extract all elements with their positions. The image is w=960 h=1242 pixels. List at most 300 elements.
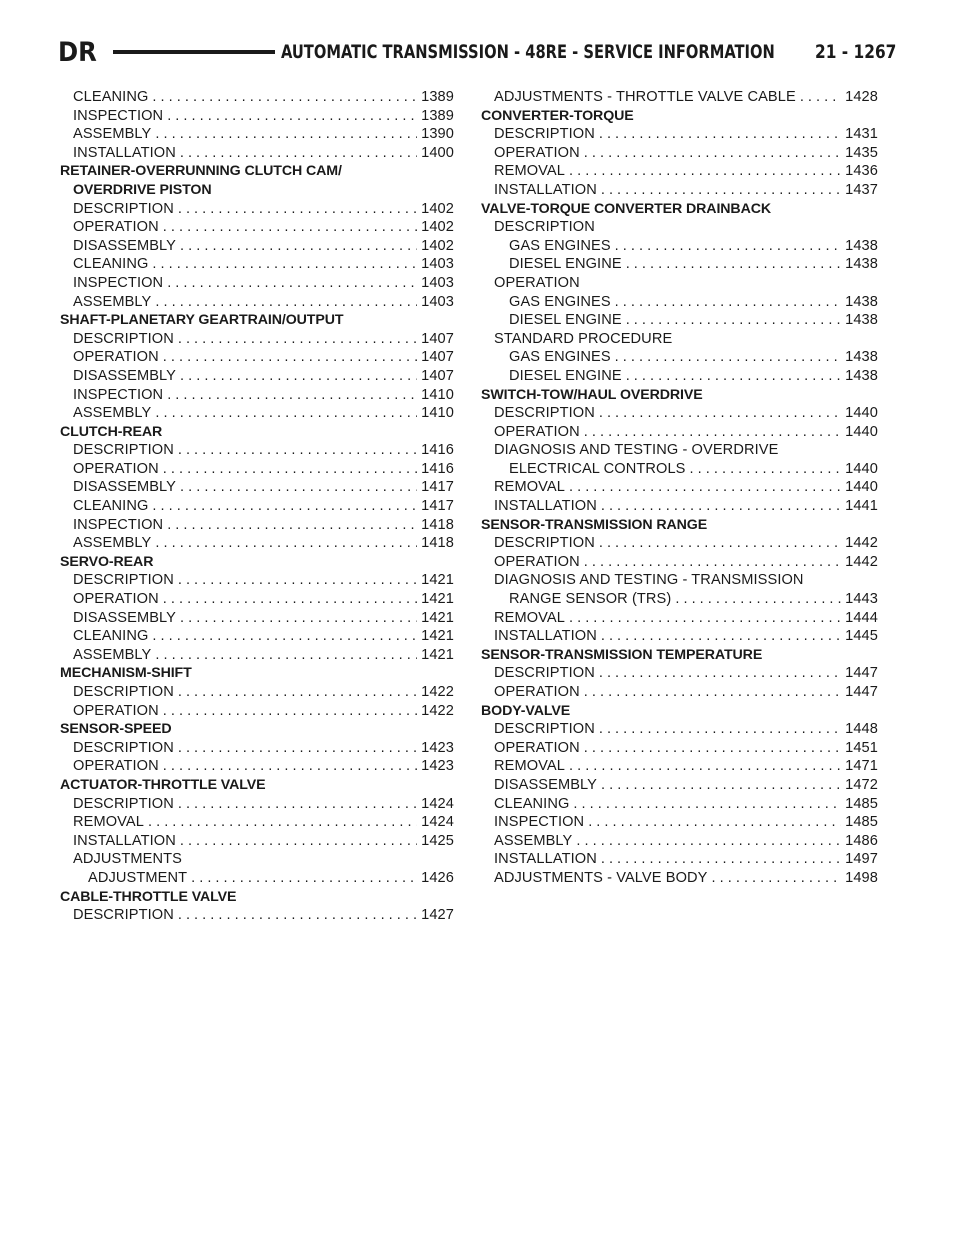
toc-entry xyxy=(481,404,878,423)
toc-entry xyxy=(60,646,454,665)
toc-entry-title: DIESEL ENGINE xyxy=(509,256,622,273)
toc-page-number: 1390 xyxy=(421,126,454,143)
toc-entry xyxy=(60,534,454,553)
toc-entry-title: OPERATION xyxy=(494,553,580,570)
toc-entry-title: CLUTCH-REAR xyxy=(60,423,163,440)
toc-leader-dots xyxy=(167,274,417,293)
toc-leader-dots xyxy=(163,348,417,367)
toc-entry-title: STANDARD PROCEDURE xyxy=(494,330,673,347)
toc-leader-dots xyxy=(599,664,841,683)
toc-entry-title: INSPECTION xyxy=(73,386,164,403)
toc-leader-dots xyxy=(191,869,417,888)
toc-leader-dots xyxy=(155,125,417,144)
toc-leader-dots xyxy=(180,144,417,163)
toc-page-number: 1403 xyxy=(421,274,454,291)
toc-page-number: 1447 xyxy=(845,665,878,682)
toc-leader-dots xyxy=(178,571,417,590)
toc-leader-dots xyxy=(599,404,841,423)
toc-leader-dots xyxy=(152,88,417,107)
toc-entry xyxy=(60,516,454,535)
toc-entry-title: INSTALLATION xyxy=(494,181,597,198)
toc-entry xyxy=(481,553,878,572)
toc-entry xyxy=(60,460,454,479)
toc-entry xyxy=(481,776,878,795)
toc-entry xyxy=(60,832,454,851)
toc-entry xyxy=(60,144,454,163)
toc-entry xyxy=(481,274,878,293)
toc-entry xyxy=(60,739,454,758)
toc-page-number: 1472 xyxy=(845,776,878,793)
toc-entry xyxy=(60,497,454,516)
toc-leader-dots xyxy=(800,88,841,107)
toc-entry xyxy=(481,813,878,832)
toc-entry xyxy=(60,702,454,721)
toc-entry-title: ELECTRICAL CONTROLS xyxy=(509,460,686,477)
toc-entry-title: INSTALLATION xyxy=(73,144,176,161)
toc-page-number: 1447 xyxy=(845,684,878,700)
toc-leader-dots xyxy=(601,181,841,200)
toc-entry xyxy=(60,609,454,628)
toc-page-number: 1436 xyxy=(845,163,878,180)
toc-entry-title: ADJUSTMENT xyxy=(88,869,188,886)
toc-entry-title: DIAGNOSIS AND TESTING - TRANSMISSION xyxy=(494,572,804,589)
toc-entry-title: OPERATION xyxy=(73,219,159,236)
toc-entry-title: OPERATION xyxy=(494,144,580,161)
toc-page-number: 1438 xyxy=(845,349,878,366)
toc-page-number: 1440 xyxy=(845,405,878,422)
toc-page-number: 1421 xyxy=(421,646,454,663)
toc-page-number: 1438 xyxy=(845,293,878,310)
toc-entry-title: DESCRIPTION xyxy=(494,721,595,738)
toc-leader-dots xyxy=(148,813,417,832)
toc-entry xyxy=(481,739,878,758)
toc-entry-title: INSTALLATION xyxy=(494,851,597,868)
toc-page-number: 1400 xyxy=(421,144,454,161)
toc-page-number: 1403 xyxy=(421,293,454,310)
toc-entry-title: CLEANING xyxy=(494,795,570,812)
toc-heading xyxy=(60,311,454,330)
toc-entry xyxy=(481,627,878,646)
toc-page-number: 1427 xyxy=(421,907,454,924)
toc-page-number: 1416 xyxy=(421,442,454,459)
toc-entry-title: CLEANING xyxy=(73,628,149,645)
toc-page-number: 1407 xyxy=(421,330,454,347)
toc-entry-title: ADJUSTMENTS - VALVE BODY xyxy=(494,869,708,886)
toc-page-number: 1498 xyxy=(845,869,878,886)
header-section-code: DR xyxy=(58,36,97,68)
toc-page-number: 1486 xyxy=(845,832,878,849)
toc-entry xyxy=(60,590,454,609)
toc-page-number: 1441 xyxy=(845,498,878,515)
toc-heading xyxy=(60,776,454,795)
toc-entry xyxy=(60,850,454,869)
toc-leader-dots xyxy=(163,702,417,721)
toc-page-number: 1421 xyxy=(421,591,454,608)
toc-entry-title: DISASSEMBLY xyxy=(73,609,177,626)
toc-entry-title: SENSOR-SPEED xyxy=(60,721,172,738)
toc-entry xyxy=(481,478,878,497)
toc-entry xyxy=(481,88,878,107)
toc-entry-title: INSPECTION xyxy=(73,107,164,124)
toc-entry xyxy=(60,906,454,925)
toc-leader-dots xyxy=(163,218,417,237)
toc-leader-dots xyxy=(615,348,841,367)
toc-page-number: 1416 xyxy=(421,460,454,477)
toc-page-number: 1407 xyxy=(421,367,454,384)
toc-entry xyxy=(60,218,454,237)
toc-leader-dots xyxy=(584,683,841,702)
toc-entry-title: DESCRIPTION xyxy=(73,907,174,924)
toc-entry-title: CLEANING xyxy=(73,256,149,273)
toc-entry-title: DESCRIPTION xyxy=(494,665,595,682)
toc-entry xyxy=(60,683,454,702)
toc-leader-dots xyxy=(167,516,417,535)
toc-entry xyxy=(60,404,454,423)
toc-entry xyxy=(60,330,454,349)
toc-entry xyxy=(60,571,454,590)
toc-entry xyxy=(60,88,454,107)
toc-page-number: 1424 xyxy=(421,795,454,812)
toc-entry xyxy=(481,162,878,181)
toc-leader-dots xyxy=(178,330,417,349)
toc-entry xyxy=(481,664,878,683)
toc-entry-title: OPERATION xyxy=(73,702,159,719)
toc-entry-title: CABLE-THROTTLE VALVE xyxy=(60,888,237,905)
toc-leader-dots xyxy=(180,367,417,386)
toc-entry-title: OPERATION xyxy=(73,349,159,366)
toc-leader-dots xyxy=(712,869,842,888)
toc-entry-title: GAS ENGINES xyxy=(509,293,611,310)
toc-entry-title: SENSOR-TRANSMISSION RANGE xyxy=(481,516,708,533)
toc-leader-dots xyxy=(178,795,417,814)
toc-entry-title: ADJUSTMENTS xyxy=(73,851,182,868)
toc-entry-title: SERVO-REAR xyxy=(60,553,154,570)
toc-entry xyxy=(481,683,878,702)
toc-heading xyxy=(481,516,878,535)
toc-page-number: 1440 xyxy=(845,460,878,477)
toc-page-number: 1402 xyxy=(421,200,454,217)
toc-page-number: 1444 xyxy=(845,609,878,626)
toc-entry xyxy=(481,311,878,330)
toc-leader-dots xyxy=(155,534,417,553)
toc-leader-dots xyxy=(155,646,417,665)
toc-entry-title: DISASSEMBLY xyxy=(73,479,177,496)
toc-entry-title: ASSEMBLY xyxy=(73,293,152,310)
toc-heading xyxy=(481,200,878,219)
toc-entry-title: DESCRIPTION xyxy=(73,739,174,756)
toc-entry xyxy=(481,460,878,479)
toc-entry-title: OPERATION xyxy=(73,591,159,608)
toc-leader-dots xyxy=(178,739,417,758)
toc-page-number: 1424 xyxy=(421,814,454,831)
toc-entry-title: DESCRIPTION xyxy=(73,795,174,812)
toc-entry xyxy=(60,181,454,200)
toc-leader-dots xyxy=(615,237,841,256)
toc-entry-title: DESCRIPTION xyxy=(73,684,174,700)
toc-page-number: 1421 xyxy=(421,572,454,589)
toc-entry-title: REMOVAL xyxy=(73,814,144,831)
toc-page-number: 1445 xyxy=(845,628,878,645)
toc-entry-title: DESCRIPTION xyxy=(73,200,174,217)
toc-page-number: 1402 xyxy=(421,219,454,236)
toc-entry-title: ACTUATOR-THROTTLE VALVE xyxy=(60,776,266,793)
toc-entry-title: DESCRIPTION xyxy=(494,535,595,552)
toc-entry-title: BODY-VALVE xyxy=(481,702,571,719)
toc-entry-title: DESCRIPTION xyxy=(73,572,174,589)
toc-entry xyxy=(60,478,454,497)
toc-leader-dots xyxy=(167,386,417,405)
toc-page-number: 1421 xyxy=(421,609,454,626)
page-header xyxy=(58,34,896,70)
toc-entry xyxy=(481,497,878,516)
toc-page-number: 1403 xyxy=(421,256,454,273)
toc-leader-dots xyxy=(601,776,841,795)
toc-entry xyxy=(60,274,454,293)
toc-entry-title: OPERATION xyxy=(494,274,580,291)
toc-entry-title: DISASSEMBLY xyxy=(73,367,177,384)
toc-page-number: 1418 xyxy=(421,516,454,533)
toc-heading xyxy=(60,720,454,739)
toc-entry xyxy=(481,832,878,851)
toc-entry-title: REMOVAL xyxy=(494,163,565,180)
toc-entry-title: DESCRIPTION xyxy=(494,405,595,422)
toc-leader-dots xyxy=(601,627,841,646)
toc-entry xyxy=(481,609,878,628)
toc-leader-dots xyxy=(569,609,841,628)
toc-entry xyxy=(481,534,878,553)
toc-page-number: 1442 xyxy=(845,553,878,570)
toc-leader-dots xyxy=(155,293,417,312)
toc-page-number: 1438 xyxy=(845,367,878,384)
toc-leader-dots xyxy=(584,739,841,758)
toc-entry-title: DISASSEMBLY xyxy=(73,237,177,254)
toc-entry-title: ADJUSTMENTS - THROTTLE VALVE CABLE xyxy=(494,89,796,105)
toc-entry-title: INSPECTION xyxy=(494,814,585,831)
toc-entry-title: OPERATION xyxy=(494,684,580,700)
toc-entry xyxy=(481,590,878,609)
toc-heading xyxy=(60,162,454,181)
toc-entry-title: OPERATION xyxy=(73,460,159,477)
toc-leader-dots xyxy=(599,125,841,144)
toc-page-number: 1438 xyxy=(845,256,878,273)
toc-entry-title: DIESEL ENGINE xyxy=(509,312,622,329)
toc-entry-title: SENSOR-TRANSMISSION TEMPERATURE xyxy=(481,646,763,663)
toc-entry-title: ASSEMBLY xyxy=(73,126,152,143)
toc-entry xyxy=(481,423,878,442)
toc-entry xyxy=(481,293,878,312)
toc-entry-title: ASSEMBLY xyxy=(494,832,573,849)
toc-heading xyxy=(60,664,454,683)
toc-page-number: 1389 xyxy=(421,107,454,124)
toc-entry-title: ASSEMBLY xyxy=(73,405,152,422)
toc-entry-title: DISASSEMBLY xyxy=(494,776,598,793)
toc-entry-title: INSPECTION xyxy=(73,516,164,533)
toc-page-number: 1471 xyxy=(845,758,878,775)
toc-entry xyxy=(60,255,454,274)
toc-leader-dots xyxy=(155,404,417,423)
toc-page-number: 1422 xyxy=(421,684,454,700)
toc-leader-dots xyxy=(180,478,417,497)
toc-entry-title: DESCRIPTION xyxy=(494,126,595,143)
toc-page-number: 1402 xyxy=(421,237,454,254)
toc-entry-title: DESCRIPTION xyxy=(73,442,174,459)
toc-entry xyxy=(481,348,878,367)
toc-entry-title: OPERATION xyxy=(494,739,580,756)
toc-leader-dots xyxy=(584,553,841,572)
toc-entry-title: DESCRIPTION xyxy=(494,219,595,236)
toc-entry xyxy=(60,869,454,888)
toc-entry-title: DIESEL ENGINE xyxy=(509,367,622,384)
toc-entry-title: INSTALLATION xyxy=(73,832,176,849)
toc-leader-dots xyxy=(178,683,417,702)
toc-entry xyxy=(481,795,878,814)
toc-page-number: 1410 xyxy=(421,405,454,422)
toc-entry-title: GAS ENGINES xyxy=(509,237,611,254)
toc-entry xyxy=(60,627,454,646)
toc-leader-dots xyxy=(178,906,417,925)
toc-entry-title: CLEANING xyxy=(73,89,149,105)
toc-leader-dots xyxy=(573,795,841,814)
toc-page-number: 1440 xyxy=(845,479,878,496)
toc-entry xyxy=(481,869,878,888)
toc-leader-dots xyxy=(599,720,841,739)
toc-entry xyxy=(481,757,878,776)
toc-entry xyxy=(481,144,878,163)
toc-entry xyxy=(481,237,878,256)
toc-entry-title: OVERDRIVE PISTON xyxy=(73,181,212,198)
toc-page-number: 1442 xyxy=(845,535,878,552)
toc-page-number: 1426 xyxy=(421,869,454,886)
toc-page-number: 1448 xyxy=(845,721,878,738)
toc-leader-dots xyxy=(180,609,417,628)
toc-right-column xyxy=(481,88,878,888)
toc-entry xyxy=(481,571,878,590)
toc-page-number: 1423 xyxy=(421,739,454,756)
toc-entry xyxy=(481,125,878,144)
toc-entry xyxy=(481,441,878,460)
toc-entry-title: GAS ENGINES xyxy=(509,349,611,366)
toc-leader-dots xyxy=(180,832,417,851)
toc-entry-title: RETAINER-OVERRUNNING CLUTCH CAM/ xyxy=(60,163,342,180)
toc-entry xyxy=(60,813,454,832)
toc-leader-dots xyxy=(167,107,417,126)
toc-leader-dots xyxy=(576,832,841,851)
toc-entry xyxy=(60,200,454,219)
toc-entry xyxy=(481,367,878,386)
toc-entry-title: ASSEMBLY xyxy=(73,646,152,663)
toc-entry xyxy=(60,795,454,814)
toc-leader-dots xyxy=(152,497,417,516)
header-page-number: 21 - 1267 xyxy=(814,41,896,63)
toc-entry-title: OPERATION xyxy=(73,758,159,775)
toc-page-number: 1389 xyxy=(421,89,454,105)
header-rule xyxy=(113,50,276,54)
toc-entry-title: SWITCH-TOW/HAUL OVERDRIVE xyxy=(481,386,703,403)
toc-entry xyxy=(60,367,454,386)
toc-heading xyxy=(60,888,454,907)
toc-entry-title: SHAFT-PLANETARY GEARTRAIN/OUTPUT xyxy=(60,312,344,329)
toc-leader-dots xyxy=(569,757,841,776)
toc-page-number: 1451 xyxy=(845,739,878,756)
toc-entry-title: DIAGNOSIS AND TESTING - OVERDRIVE xyxy=(494,442,779,459)
toc-entry-title: REMOVAL xyxy=(494,479,565,496)
toc-page-number: 1428 xyxy=(845,89,878,105)
toc-entry-title: DESCRIPTION xyxy=(73,330,174,347)
toc-leader-dots xyxy=(675,590,841,609)
toc-entry xyxy=(60,125,454,144)
toc-leader-dots xyxy=(569,478,841,497)
toc-page-number: 1435 xyxy=(845,144,878,161)
toc-page-number: 1425 xyxy=(421,832,454,849)
toc-entry-title: VALVE-TORQUE CONVERTER DRAINBACK xyxy=(481,200,772,217)
toc-entry xyxy=(60,293,454,312)
toc-entry xyxy=(481,720,878,739)
toc-entry-title: CLEANING xyxy=(73,498,149,515)
toc-page-number: 1440 xyxy=(845,423,878,440)
toc-leader-dots xyxy=(163,460,417,479)
toc-leader-dots xyxy=(178,441,417,460)
toc-page-number: 1485 xyxy=(845,814,878,831)
toc-leader-dots xyxy=(626,311,841,330)
toc-page-number: 1438 xyxy=(845,237,878,254)
toc-entry-title: INSPECTION xyxy=(73,274,164,291)
toc-heading xyxy=(481,646,878,665)
toc-leader-dots xyxy=(180,237,417,256)
toc-entry-title: INSTALLATION xyxy=(494,498,597,515)
toc-leader-dots xyxy=(178,200,417,219)
toc-leader-dots xyxy=(163,757,417,776)
toc-page-number: 1407 xyxy=(421,349,454,366)
toc-entry-title: MECHANISM-SHIFT xyxy=(60,665,192,682)
toc-entry-title: RANGE SENSOR (TRS) xyxy=(509,591,672,608)
toc-entry xyxy=(481,218,878,237)
toc-leader-dots xyxy=(152,255,417,274)
toc-leader-dots xyxy=(601,850,841,869)
toc-page-number: 1421 xyxy=(421,628,454,645)
toc-entry xyxy=(60,757,454,776)
toc-entry-title: CONVERTER-TORQUE xyxy=(481,107,634,124)
toc-entry-title: OPERATION xyxy=(494,423,580,440)
toc-entry xyxy=(481,181,878,200)
toc-page-number: 1438 xyxy=(845,312,878,329)
toc-heading xyxy=(60,553,454,572)
toc-entry xyxy=(60,348,454,367)
toc-page-number: 1437 xyxy=(845,181,878,198)
toc-entry xyxy=(481,850,878,869)
toc-page-number: 1418 xyxy=(421,535,454,552)
toc-entry xyxy=(60,441,454,460)
toc-leader-dots xyxy=(584,144,841,163)
toc-heading xyxy=(60,423,454,442)
toc-leader-dots xyxy=(601,497,841,516)
toc-page-number: 1485 xyxy=(845,795,878,812)
toc-leader-dots xyxy=(626,367,841,386)
toc-leader-dots xyxy=(584,423,841,442)
toc-left-column xyxy=(60,88,454,925)
toc-entry xyxy=(60,237,454,256)
toc-page-number: 1443 xyxy=(845,591,878,608)
toc-entry xyxy=(60,107,454,126)
toc-entry-title: REMOVAL xyxy=(494,609,565,626)
toc-page-number: 1423 xyxy=(421,758,454,775)
toc-leader-dots xyxy=(588,813,841,832)
header-title: AUTOMATIC TRANSMISSION - 48RE - SERVICE INFORMATION xyxy=(281,41,776,63)
toc-leader-dots xyxy=(599,534,841,553)
toc-leader-dots xyxy=(626,255,841,274)
toc-page-number: 1422 xyxy=(421,702,454,719)
toc-leader-dots xyxy=(152,627,417,646)
toc-page-number: 1431 xyxy=(845,126,878,143)
